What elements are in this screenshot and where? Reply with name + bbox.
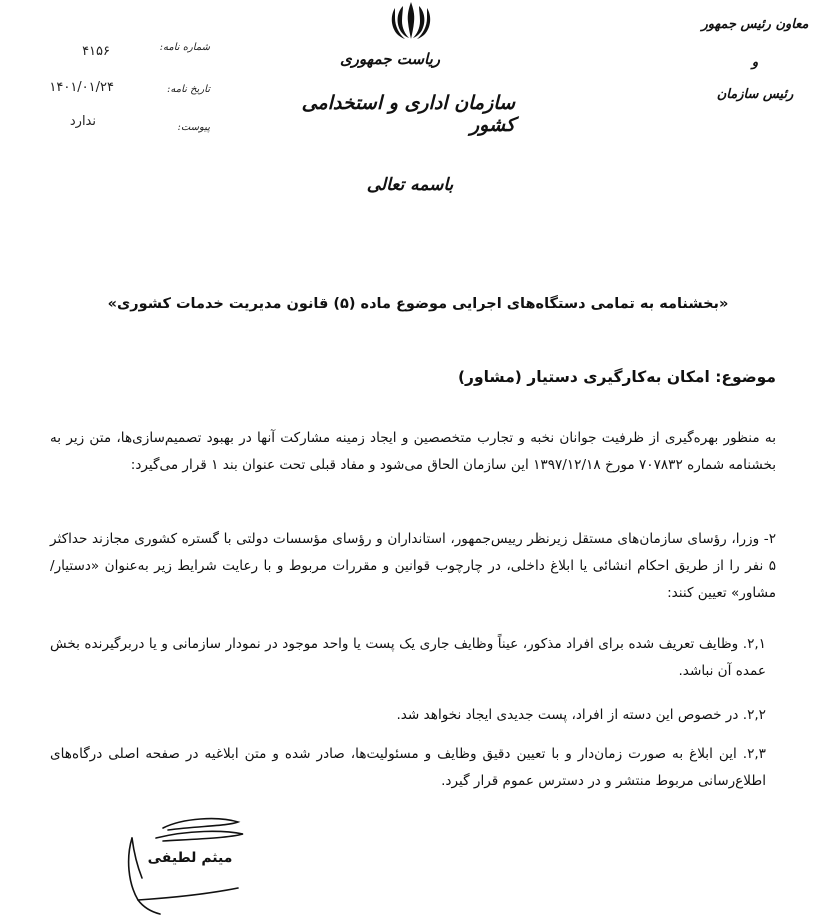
org-name: سازمان اداری و استخدامی کشور xyxy=(301,92,515,136)
clause-2-paragraph: ۲- وزرا، رؤسای سازمان‌های مستقل زیرنظر رییس‌جمهور، استانداران و رؤسای مؤسسات دولتی با گستره کشوری مجازند حداکثر ۵ نفر را از طریق احکام انشائی یا ابلاغ داخلی، در چارچوب قوانین و مقررات مربوط و با رعایت شرایط زیر به‌عنوان «دستیار/ مشاور» تعیین کنند: xyxy=(50,531,776,601)
org-parent-name: ریاست جمهوری xyxy=(339,50,441,68)
intro-paragraph: به منظور بهره‌گیری از ظرفیت جوانان نخبه و تجارب متخصصین و ایجاد زمینه مشارکت آنها در بهبود تصمیم‌سازی‌ها، متن زیر به بخشنامه شماره ۷۰۷۸۳۲ مورخ ۱۳۹۷/۱۲/۱۸ این سازمان الحاق می‌شود و مفاد قبلی تحت عنوان بند ۱ قرار می‌گیرد: xyxy=(50,430,776,473)
circular-title: «بخشنامه به تمامی دستگاه‌های اجرایی موضوع ماده (۵) قانون مدیریت خدمات کشوری» xyxy=(107,296,729,312)
sender-title-line2: و xyxy=(751,55,759,70)
subject-line: موضوع: امکان به‌کارگیری دستیار (مشاور) xyxy=(457,368,776,386)
sender-title-line1: معاون رئیس جمهور xyxy=(701,17,809,32)
iran-emblem-icon xyxy=(387,0,435,42)
attachment-label: پیوست: xyxy=(177,122,210,133)
clause-2-2-paragraph: ۲,۲. در خصوص این دسته از افراد، پست جدیدی ایجاد نخواهد شد. xyxy=(396,707,766,723)
letter-number-value: ۴۱۵۶ xyxy=(82,44,110,59)
clause-2-1-paragraph: ۲,۱. وظایف تعریف شده برای افراد مذکور، عیناً وظایف جاری یک پست یا واحد موجود در نمودار سازمانی و یا دربرگیرنده بخش عمده آن نباشد. xyxy=(50,636,766,679)
clause-2-3-paragraph: ۲,۳. این ابلاغ به صورت زمان‌دار و با تعیین دقیق وظایف و مسئولیت‌ها، صادر شده و متن ابلاغیه در صفحه اصلی درگاه‌های اطلاع‌رسانی مربوط منتشر و در دسترس عموم قرار گیرد. xyxy=(50,746,766,789)
letter-date-label: تاریخ نامه: xyxy=(167,84,210,95)
letter-number-label: شماره نامه: xyxy=(159,42,210,53)
letter-date-value: ۱۴۰۱/۰۱/۲۴ xyxy=(49,80,114,95)
signer-name: میثم لطیفی xyxy=(147,850,233,866)
invocation-heading: باسمه تعالی xyxy=(366,175,454,195)
attachment-value: ندارد xyxy=(69,114,96,129)
sender-title-line3: رئیس سازمان xyxy=(716,87,794,102)
